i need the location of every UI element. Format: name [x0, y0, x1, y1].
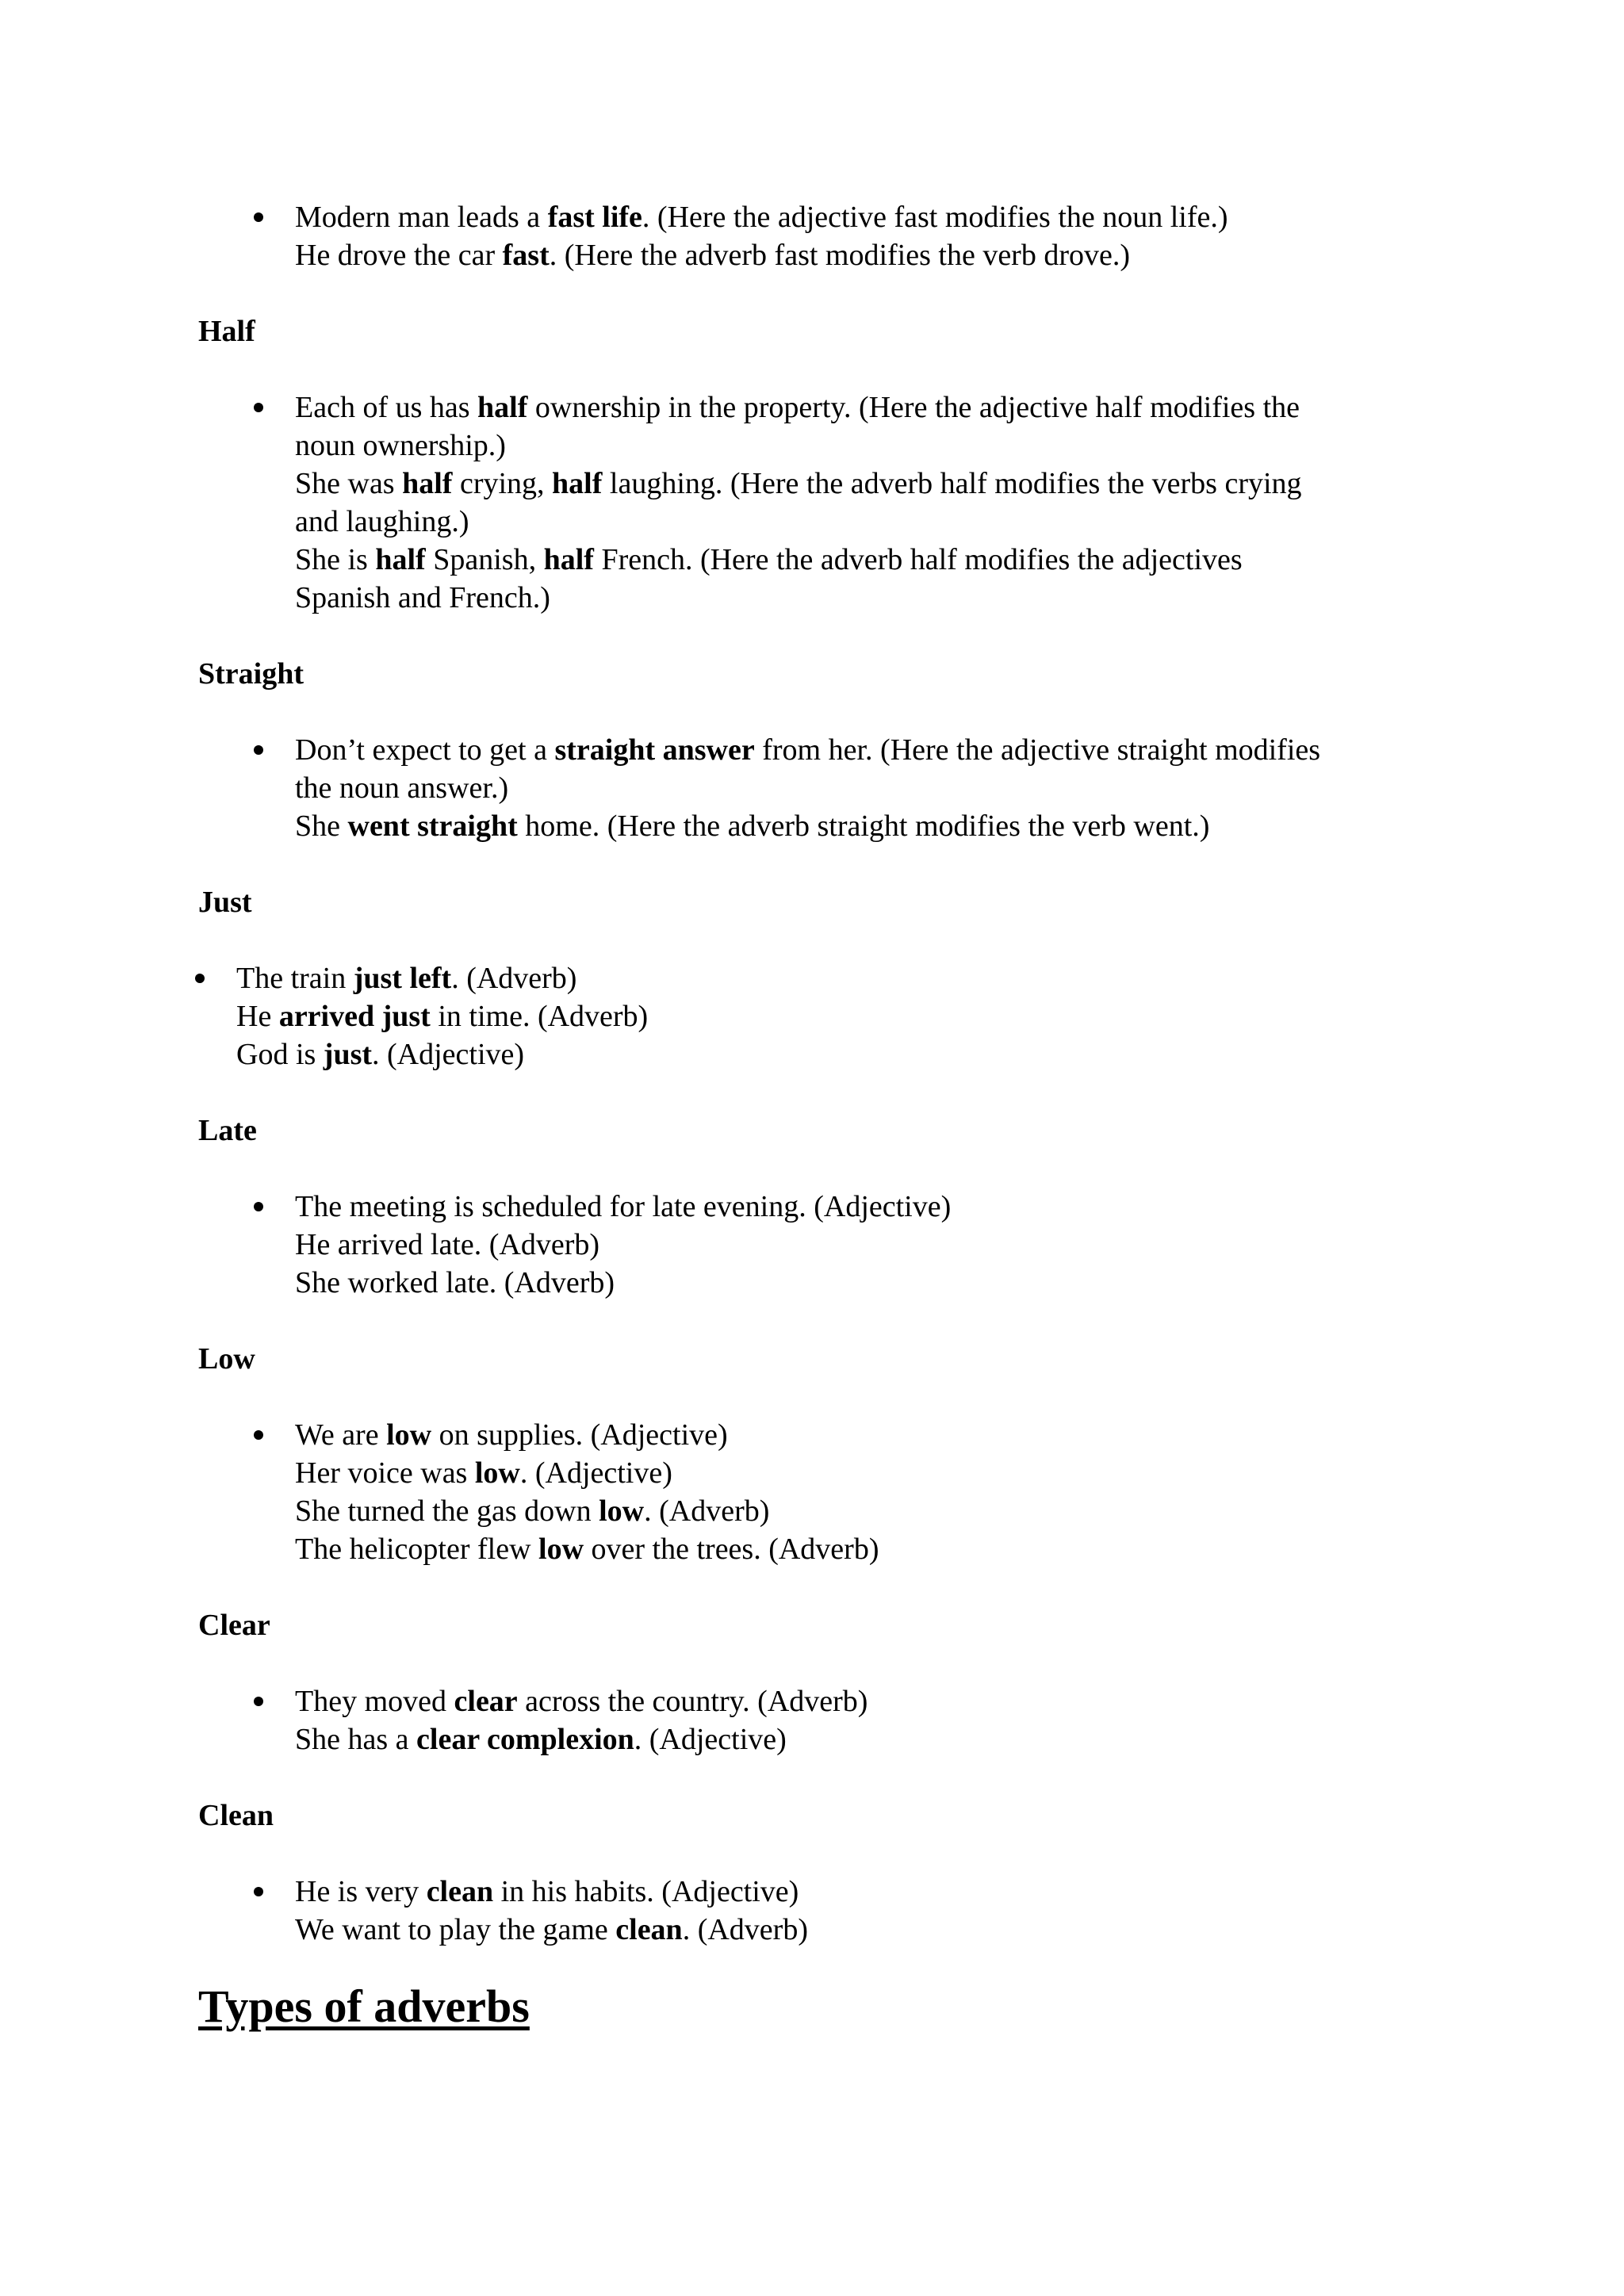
- bold-term: clear complexion: [416, 1723, 634, 1756]
- text-line: They moved clear across the country. (Adverb): [295, 1685, 868, 1718]
- text-line: She worked late. (Adverb): [295, 1266, 615, 1299]
- text-line: He is very clean in his habits. (Adjective): [295, 1875, 799, 1908]
- text-line: The helicopter flew low over the trees. (Adverb): [295, 1533, 879, 1566]
- bullet-dot: [251, 1873, 266, 1911]
- heading-straight: Straight: [198, 657, 304, 691]
- bullet-half: [295, 388, 1445, 617]
- bold-term: clear: [454, 1685, 518, 1718]
- bullet-clear: [295, 1682, 1445, 1758]
- heading-half: Half: [198, 315, 255, 348]
- text-line: She turned the gas down low. (Adverb): [295, 1494, 770, 1528]
- bold-term: half: [543, 543, 594, 576]
- section-title: Types of adverbs: [198, 1980, 530, 2032]
- heading-late: Late: [198, 1114, 257, 1147]
- bullet-lines: [295, 731, 1445, 845]
- text-line: Modern man leads a fast life. (Here the adjective fast modifies the noun life.): [295, 201, 1228, 234]
- bold-term: just: [323, 1038, 373, 1071]
- text-line: The meeting is scheduled for late evening. (Adjective): [295, 1190, 952, 1223]
- heading-clean: Clean: [198, 1799, 274, 1832]
- text-line: The train just left. (Adverb): [236, 962, 577, 995]
- bold-term: clean: [615, 1913, 683, 1946]
- text-line: Spanish and French.): [295, 581, 550, 614]
- bold-term: half: [477, 391, 528, 424]
- bold-term: low: [386, 1418, 432, 1452]
- bold-term: straight answer: [554, 733, 755, 767]
- text-line: Each of us has half ownership in the property. (Here the adjective half modifies the: [295, 391, 1300, 424]
- text-line: He arrived just in time. (Adverb): [236, 1000, 649, 1033]
- bullet-dot: [251, 1416, 266, 1454]
- bold-term: just left: [353, 962, 452, 995]
- bold-term: half: [402, 467, 453, 500]
- bullet-dot: [192, 959, 208, 997]
- bold-term: fast: [502, 239, 550, 272]
- text-line: We are low on supplies. (Adjective): [295, 1418, 728, 1452]
- bullet-lines: [295, 1416, 1445, 1568]
- bullet-lines: [236, 959, 1386, 1073]
- text-line: She went straight home. (Here the adverb straight modifies the verb went.): [295, 809, 1210, 843]
- bullet-lines: [295, 388, 1445, 617]
- text-line: She was half crying, half laughing. (Here the adverb half modifies the verbs crying: [295, 467, 1302, 500]
- bold-term: low: [599, 1494, 645, 1528]
- bullet-dot: [251, 198, 266, 236]
- bullet-lines: [295, 1873, 1445, 1949]
- text-line: God is just. (Adjective): [236, 1038, 525, 1071]
- bold-term: arrived just: [278, 1000, 431, 1033]
- text-line: Don’t expect to get a straight answer from her. (Here the adjective straight modifies: [295, 733, 1321, 767]
- text-line: the noun answer.): [295, 771, 509, 805]
- text-line: We want to play the game clean. (Adverb): [295, 1913, 808, 1946]
- bullet-low: [295, 1416, 1445, 1568]
- bullet-lines: [295, 1188, 1445, 1302]
- text-line: noun ownership.): [295, 429, 506, 462]
- bullet-dot: [251, 1682, 266, 1720]
- bold-term: clean: [426, 1875, 494, 1908]
- text-line: and laughing.): [295, 505, 469, 538]
- bullet-fast: [295, 198, 1445, 274]
- bold-term: half: [375, 543, 426, 576]
- bold-term: fast life: [547, 201, 642, 234]
- text-line: He drove the car fast. (Here the adverb fast modifies the verb drove.): [295, 239, 1131, 272]
- bold-term: low: [538, 1533, 584, 1566]
- heading-clear: Clear: [198, 1609, 270, 1642]
- bold-term: low: [474, 1456, 520, 1490]
- bullet-dot: [251, 1188, 266, 1226]
- text-line: She is half Spanish, half French. (Here the adverb half modifies the adjectives: [295, 543, 1243, 576]
- heading-just: Just: [198, 886, 252, 919]
- bold-term: half: [552, 467, 603, 500]
- bullet-dot: [251, 731, 266, 769]
- bullet-lines: [295, 198, 1445, 274]
- text-line: Her voice was low. (Adjective): [295, 1456, 672, 1490]
- bullet-late: [295, 1188, 1445, 1302]
- heading-low: Low: [198, 1342, 255, 1376]
- bullet-clean: [295, 1873, 1445, 1949]
- text-line: He arrived late. (Adverb): [295, 1228, 600, 1261]
- bullet-straight: [295, 731, 1445, 845]
- bold-term: went straight: [347, 809, 518, 843]
- bullet-dot: [251, 388, 266, 427]
- bullet-lines: [295, 1682, 1445, 1758]
- bullet-just: [236, 959, 1386, 1073]
- text-line: She has a clear complexion. (Adjective): [295, 1723, 787, 1756]
